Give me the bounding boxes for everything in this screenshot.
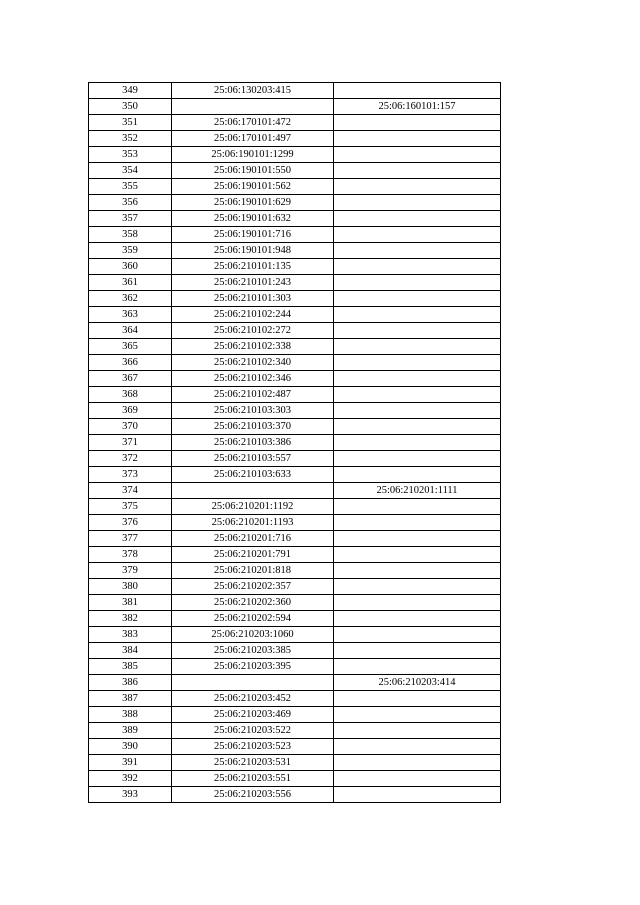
cadastral-number-table	[88, 82, 501, 803]
cadastral-number-cell: 25:06:190101:629	[172, 195, 334, 211]
cadastral-number-alt-cell	[334, 451, 501, 467]
table-row	[89, 467, 501, 483]
cadastral-number-cell: 25:06:210101:303	[172, 291, 334, 307]
table-row	[89, 563, 501, 579]
row-number-cell: 383	[89, 627, 172, 643]
table-row	[89, 291, 501, 307]
row-number-cell: 379	[89, 563, 172, 579]
table-row	[89, 243, 501, 259]
cadastral-number-alt-cell	[334, 595, 501, 611]
table-row	[89, 787, 501, 803]
cadastral-number-alt-cell	[334, 499, 501, 515]
cadastral-number-alt-cell	[334, 627, 501, 643]
cadastral-number-alt-cell	[334, 227, 501, 243]
table-row	[89, 339, 501, 355]
cadastral-number-alt-cell	[334, 723, 501, 739]
row-number-cell: 363	[89, 307, 172, 323]
table-row	[89, 483, 501, 499]
cadastral-number-alt-cell	[334, 531, 501, 547]
row-number-cell: 357	[89, 211, 172, 227]
row-number-cell: 369	[89, 403, 172, 419]
cadastral-number-alt-cell	[334, 787, 501, 803]
row-number-cell: 351	[89, 115, 172, 131]
row-number-cell: 356	[89, 195, 172, 211]
row-number-cell: 380	[89, 579, 172, 595]
row-number-cell: 354	[89, 163, 172, 179]
cadastral-number-alt-cell	[334, 355, 501, 371]
table-row	[89, 595, 501, 611]
cadastral-number-alt-cell: 25:06:210203:414	[334, 675, 501, 691]
cadastral-number-alt-cell	[334, 291, 501, 307]
row-number-cell: 385	[89, 659, 172, 675]
cadastral-number-cell: 25:06:190101:562	[172, 179, 334, 195]
row-number-cell: 371	[89, 435, 172, 451]
row-number-cell: 391	[89, 755, 172, 771]
table-row	[89, 707, 501, 723]
row-number-cell: 376	[89, 515, 172, 531]
row-number-cell: 362	[89, 291, 172, 307]
cadastral-number-cell: 25:06:210103:303	[172, 403, 334, 419]
row-number-cell: 373	[89, 467, 172, 483]
table-row	[89, 739, 501, 755]
cadastral-number-alt-cell	[334, 739, 501, 755]
cadastral-number-cell: 25:06:210203:385	[172, 643, 334, 659]
cadastral-number-cell: 25:06:170101:497	[172, 131, 334, 147]
cadastral-number-alt-cell	[334, 179, 501, 195]
cadastral-number-alt-cell	[334, 659, 501, 675]
cadastral-number-alt-cell: 25:06:160101:157	[334, 99, 501, 115]
cadastral-number-cell: 25:06:210103:633	[172, 467, 334, 483]
cadastral-number-alt-cell	[334, 259, 501, 275]
cadastral-number-cell: 25:06:210101:135	[172, 259, 334, 275]
cadastral-number-cell: 25:06:210203:522	[172, 723, 334, 739]
cadastral-number-alt-cell	[334, 195, 501, 211]
table-row	[89, 643, 501, 659]
row-number-cell: 387	[89, 691, 172, 707]
cadastral-number-cell: 25:06:210202:357	[172, 579, 334, 595]
row-number-cell: 372	[89, 451, 172, 467]
row-number-cell: 378	[89, 547, 172, 563]
table-row	[89, 355, 501, 371]
cadastral-number-cell: 25:06:210201:1193	[172, 515, 334, 531]
table-row	[89, 723, 501, 739]
cadastral-number-cell: 25:06:210203:523	[172, 739, 334, 755]
cadastral-number-cell: 25:06:210103:370	[172, 419, 334, 435]
cadastral-number-alt-cell	[334, 131, 501, 147]
table-row	[89, 211, 501, 227]
cadastral-number-alt-cell	[334, 707, 501, 723]
cadastral-number-cell: 25:06:210203:551	[172, 771, 334, 787]
cadastral-number-alt-cell	[334, 275, 501, 291]
table-row	[89, 435, 501, 451]
row-number-cell: 359	[89, 243, 172, 259]
table-row	[89, 579, 501, 595]
row-number-cell: 393	[89, 787, 172, 803]
cadastral-number-cell: 25:06:210102:244	[172, 307, 334, 323]
cadastral-number-alt-cell	[334, 163, 501, 179]
cadastral-number-cell: 25:06:210203:556	[172, 787, 334, 803]
cadastral-number-alt-cell	[334, 243, 501, 259]
row-number-cell: 352	[89, 131, 172, 147]
cadastral-number-alt-cell	[334, 419, 501, 435]
cadastral-number-cell: 25:06:210202:594	[172, 611, 334, 627]
row-number-cell: 353	[89, 147, 172, 163]
cadastral-number-cell: 25:06:210201:818	[172, 563, 334, 579]
table-row	[89, 531, 501, 547]
table-row	[89, 83, 501, 99]
table-row	[89, 387, 501, 403]
cadastral-number-cell: 25:06:210201:716	[172, 531, 334, 547]
cadastral-number-cell: 25:06:130203:415	[172, 83, 334, 99]
cadastral-number-cell: 25:06:210203:452	[172, 691, 334, 707]
cadastral-number-alt-cell	[334, 547, 501, 563]
cadastral-number-alt-cell	[334, 339, 501, 355]
table-row	[89, 755, 501, 771]
cadastral-number-cell	[172, 99, 334, 115]
cadastral-number-alt-cell	[334, 755, 501, 771]
row-number-cell: 360	[89, 259, 172, 275]
row-number-cell: 388	[89, 707, 172, 723]
cadastral-number-cell: 25:06:190101:1299	[172, 147, 334, 163]
table-row	[89, 227, 501, 243]
table-row	[89, 419, 501, 435]
cadastral-number-alt-cell	[334, 307, 501, 323]
cadastral-number-alt-cell	[334, 771, 501, 787]
cadastral-number-alt-cell	[334, 563, 501, 579]
table-row	[89, 307, 501, 323]
cadastral-number-cell: 25:06:210201:1192	[172, 499, 334, 515]
cadastral-number-cell: 25:06:170101:472	[172, 115, 334, 131]
table-row	[89, 195, 501, 211]
table-row	[89, 131, 501, 147]
table-row	[89, 771, 501, 787]
row-number-cell: 384	[89, 643, 172, 659]
cadastral-number-cell: 25:06:210203:469	[172, 707, 334, 723]
table-row	[89, 323, 501, 339]
cadastral-number-cell: 25:06:210102:338	[172, 339, 334, 355]
row-number-cell: 370	[89, 419, 172, 435]
row-number-cell: 365	[89, 339, 172, 355]
cadastral-number-alt-cell	[334, 211, 501, 227]
table-row	[89, 611, 501, 627]
table-row	[89, 451, 501, 467]
table-body	[89, 83, 501, 803]
cadastral-number-cell: 25:06:190101:632	[172, 211, 334, 227]
table-row	[89, 547, 501, 563]
table-row	[89, 275, 501, 291]
cadastral-number-cell: 25:06:210203:395	[172, 659, 334, 675]
cadastral-number-alt-cell	[334, 515, 501, 531]
table-row	[89, 627, 501, 643]
row-number-cell: 361	[89, 275, 172, 291]
cadastral-number-alt-cell	[334, 403, 501, 419]
row-number-cell: 366	[89, 355, 172, 371]
cadastral-number-alt-cell	[334, 147, 501, 163]
table-row	[89, 403, 501, 419]
cadastral-number-cell: 25:06:210103:557	[172, 451, 334, 467]
row-number-cell: 367	[89, 371, 172, 387]
row-number-cell: 377	[89, 531, 172, 547]
row-number-cell: 350	[89, 99, 172, 115]
row-number-cell: 358	[89, 227, 172, 243]
cadastral-number-cell: 25:06:210102:487	[172, 387, 334, 403]
table-row	[89, 691, 501, 707]
table-row	[89, 179, 501, 195]
row-number-cell: 355	[89, 179, 172, 195]
cadastral-number-alt-cell	[334, 579, 501, 595]
cadastral-number-cell: 25:06:210203:1060	[172, 627, 334, 643]
cadastral-number-cell: 25:06:190101:550	[172, 163, 334, 179]
cadastral-number-alt-cell	[334, 387, 501, 403]
cadastral-number-alt-cell	[334, 691, 501, 707]
cadastral-number-alt-cell	[334, 371, 501, 387]
row-number-cell: 368	[89, 387, 172, 403]
cadastral-number-alt-cell	[334, 467, 501, 483]
cadastral-number-cell: 25:06:210101:243	[172, 275, 334, 291]
cadastral-number-cell	[172, 675, 334, 691]
table-row	[89, 115, 501, 131]
cadastral-number-alt-cell	[334, 643, 501, 659]
row-number-cell: 382	[89, 611, 172, 627]
cadastral-number-alt-cell	[334, 611, 501, 627]
cadastral-number-cell: 25:06:210102:346	[172, 371, 334, 387]
table-row	[89, 371, 501, 387]
row-number-cell: 349	[89, 83, 172, 99]
cadastral-number-cell: 25:06:210102:272	[172, 323, 334, 339]
row-number-cell: 375	[89, 499, 172, 515]
row-number-cell: 390	[89, 739, 172, 755]
cadastral-number-cell: 25:06:190101:716	[172, 227, 334, 243]
cadastral-number-cell: 25:06:210103:386	[172, 435, 334, 451]
cadastral-number-cell: 25:06:210202:360	[172, 595, 334, 611]
table-row	[89, 499, 501, 515]
cadastral-number-cell	[172, 483, 334, 499]
table-row	[89, 163, 501, 179]
table-row	[89, 147, 501, 163]
table-row	[89, 515, 501, 531]
cadastral-number-alt-cell: 25:06:210201:1111	[334, 483, 501, 499]
cadastral-number-alt-cell	[334, 323, 501, 339]
row-number-cell: 389	[89, 723, 172, 739]
cadastral-number-cell: 25:06:210201:791	[172, 547, 334, 563]
table-row	[89, 675, 501, 691]
cadastral-number-cell: 25:06:210203:531	[172, 755, 334, 771]
cadastral-number-cell: 25:06:190101:948	[172, 243, 334, 259]
table-row	[89, 99, 501, 115]
cadastral-number-alt-cell	[334, 435, 501, 451]
row-number-cell: 374	[89, 483, 172, 499]
cadastral-number-alt-cell	[334, 115, 501, 131]
row-number-cell: 386	[89, 675, 172, 691]
row-number-cell: 381	[89, 595, 172, 611]
cadastral-number-alt-cell	[334, 83, 501, 99]
table-row	[89, 659, 501, 675]
row-number-cell: 364	[89, 323, 172, 339]
table-row	[89, 259, 501, 275]
row-number-cell: 392	[89, 771, 172, 787]
cadastral-number-cell: 25:06:210102:340	[172, 355, 334, 371]
